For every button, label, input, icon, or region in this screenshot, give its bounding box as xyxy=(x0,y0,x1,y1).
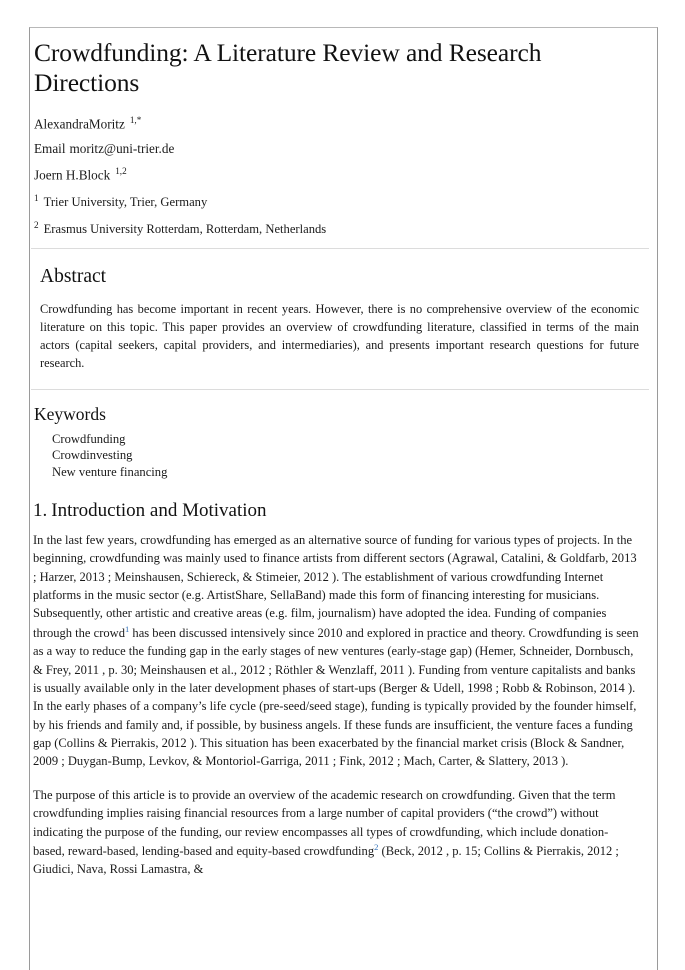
author-block xyxy=(34,116,649,236)
affiliation-text-1: Trier University, Trier, Germany xyxy=(43,195,208,210)
affiliation-1 xyxy=(34,194,649,209)
paragraph-1-part-a: In the last few years, crowdfunding has emerged as an alternative source of funding for various types of projects. In the beginning, crowdfunding was mainly used to finance artists from different sectors (Agrawal, Catalini, & Goldfarb, 2013 ; Harzer, 2013 ; Meinshausen, Schiereck, & Stimeier, 2012 ). The establishment of various crowdfunding Internet platforms in the music sector (e.g. ArtistShare, SellaBand) made this form of financing interesting for musicians. Subsequently, other artistic and creative areas (e.g. film, journalism) have adopted the idea. Funding of companies through the crowd xyxy=(33,532,637,640)
keyword-list xyxy=(34,431,649,481)
page-title: Crowdfunding: A Literature Review and Research Directions xyxy=(34,38,542,97)
author-entry-2 xyxy=(34,167,649,182)
author-first-name-2: Joern H. xyxy=(34,167,79,183)
footnote-marker-2[interactable]: 2 xyxy=(374,841,379,852)
email-address[interactable]: moritz@uni-trier.de xyxy=(69,141,175,157)
author-affiliation-markers-2: 1,2 xyxy=(115,166,127,177)
list-item: New venture financing xyxy=(52,465,168,480)
section-heading-introduction xyxy=(33,500,649,522)
author-last-name-1: Moritz xyxy=(88,116,125,132)
document-page xyxy=(29,27,658,970)
affiliation-index-1: 1 xyxy=(34,193,39,204)
section-title: Introduction and Motivation xyxy=(51,499,267,521)
keywords-heading: Keywords xyxy=(34,403,106,424)
author-entry-1 xyxy=(34,116,649,131)
author-last-name-2: Block xyxy=(78,167,111,183)
divider-above-abstract xyxy=(31,248,649,249)
list-item: Crowdinvesting xyxy=(52,448,133,463)
body-paragraph-1 xyxy=(31,531,649,771)
email-label: Email xyxy=(34,141,66,157)
divider-below-abstract xyxy=(31,389,649,390)
footnote-marker-1[interactable]: 1 xyxy=(125,623,130,634)
paragraph-2-part-b: (Beck, 2012 , p. 15; Collins & Pierrakis, 2012 ; Giudici, Nava, Rossi Lamastra, & xyxy=(33,844,619,877)
section-number: 1. xyxy=(33,499,48,521)
abstract-section xyxy=(31,266,649,373)
body-paragraph-2 xyxy=(31,786,649,879)
abstract-heading: Abstract xyxy=(40,265,107,287)
affiliation-index-2: 2 xyxy=(34,219,39,230)
keywords-section xyxy=(34,404,649,481)
list-item: Crowdfunding xyxy=(52,431,126,446)
affiliation-text-2: Erasmus University Rotterdam, Rotterdam, Netherlands xyxy=(43,222,327,237)
author-email-line xyxy=(34,142,649,155)
abstract-text: Crowdfunding has become important in recent years. However, there is no comprehensive overview of the economic literature on this topic. This paper provides an overview of crowdfunding literature, classified in terms of the main actors (capital seekers, capital providers, and intermediaries), and presents important research questions for future research. xyxy=(40,301,639,371)
author-first-name-1: Alexandra xyxy=(34,116,89,132)
paragraph-2-part-a: The purpose of this article is to provide an overview of the academic research on crowdfunding. Given that the term crowdfunding implies raising financial resources from a large number of capital providers (“the crowd”) without indicating the purpose of the funding, our review encompasses all types of crowdfunding, which include donation-based, reward-based, lending-based and equity-based crowdfunding xyxy=(33,787,616,859)
paragraph-1-part-b: has been discussed intensively since 2010 and explored in practice and theory. Crowdfunding is seen as a way to reduce the funding gap in the early stages of new ventures (early-stage gap) (Hemer, Schneider, Dornbusch, & Frey, 2011 , p. 30; Meinshausen et al., 2012 ; Röthler & Wenzlaff, 2011 ). Funding from venture capitalists and banks is usually available only in the later development phases of start-ups (Berger & Udell, 1998 ; Robb & Robinson, 2014 ). In the early phases of a company’s life cycle (pre-seed/seed stage), funding is typically provided by the founder himself, by his friends and family and, if possible, by business angels. If these funds are insufficient, the venture faces a funding gap (Collins & Pierrakis, 2012 ). This situation has been exacerbated by the financial market crisis (Block & Sandner, 2009 ; Duygan-Bump, Levkov, & Montoriol-Garriga, 2011 ; Fink, 2012 ; Mach, Carter, & Slattery, 2013 ). xyxy=(33,625,639,769)
affiliation-2 xyxy=(34,221,649,236)
page-content xyxy=(30,38,657,879)
author-affiliation-markers-1: 1,* xyxy=(129,114,142,125)
